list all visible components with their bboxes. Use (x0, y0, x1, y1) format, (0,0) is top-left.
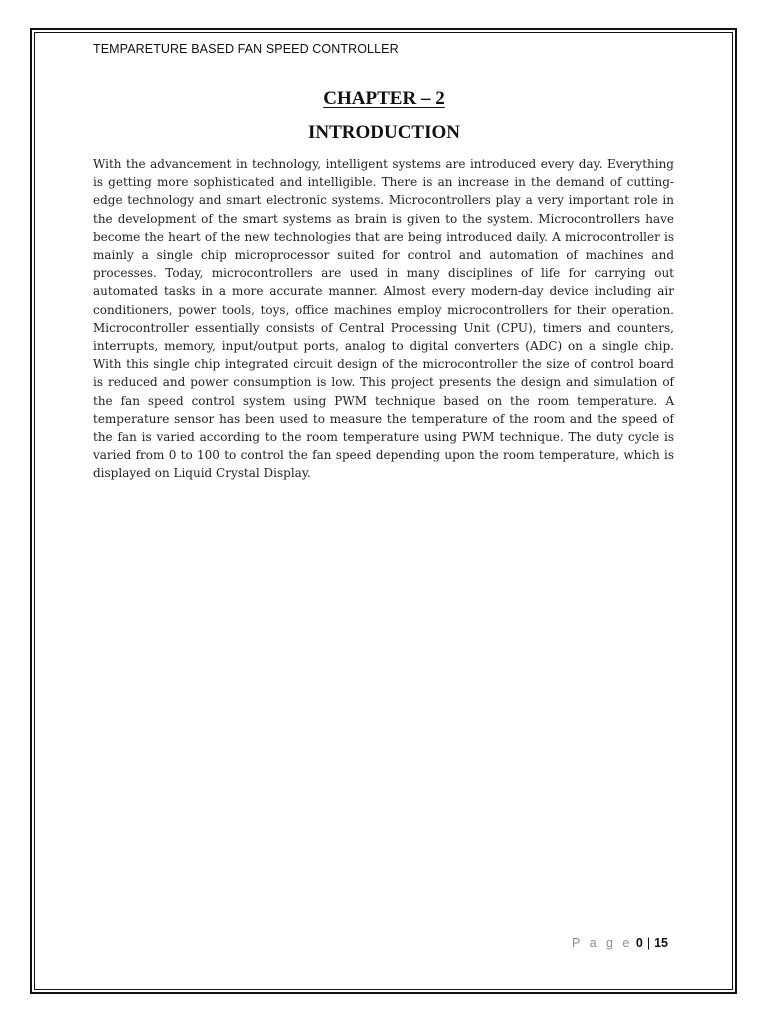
page-footer (572, 936, 668, 950)
page-separator: | (646, 936, 651, 950)
current-page-number: 0 (635, 936, 643, 950)
chapter-heading (0, 88, 768, 110)
page-word: P a g e (572, 936, 633, 950)
section-title: INTRODUCTION (307, 122, 461, 143)
body-paragraph: With the advancement in technology, intelligent systems are introduced every day. Everything is getting more sophisticated and intelligible. There is an increase in the demand of cutting- edge technology and smart electronic systems. Microcontrollers play a very important role in the development of the smart systems as brain is given to the system. Microcontrollers have become the heart of the new technologies that are being introduced daily. A microcontroller is mainly a single chip microprocessor suited for control and automation of machines and processes. Today, microcontrollers are used in many disciplines of life for carrying out automated tasks in a more accurate manner. Almost every modern-day device including air conditioners, power tools, toys, office machines employ microcontrollers for their operation. Microcontroller essentially consists of Central Processing Unit (CPU), timers and counters, interrupts, memory, input/output ports, analog to digital converters (ADC) on a single chip. With this single chip integrated circuit design of the microcontroller the size of control board is reduced and power consumption is low. This project presents the design and simulation of the fan speed control system using PWM technique based on the room temperature. A temperature sensor has been used to measure the temperature of the room and the speed of the fan is varied according to the room temperature using PWM technique. The duty cycle is varied from 0 to 100 to control the fan speed depending upon the room temperature, which is displayed on Liquid Crystal Display. (93, 157, 674, 481)
running-header: TEMPARETURE BASED FAN SPEED CONTROLLER (93, 42, 399, 56)
total-pages-number: 15 (654, 936, 668, 950)
chapter-label: CHAPTER – 2 (323, 88, 445, 109)
